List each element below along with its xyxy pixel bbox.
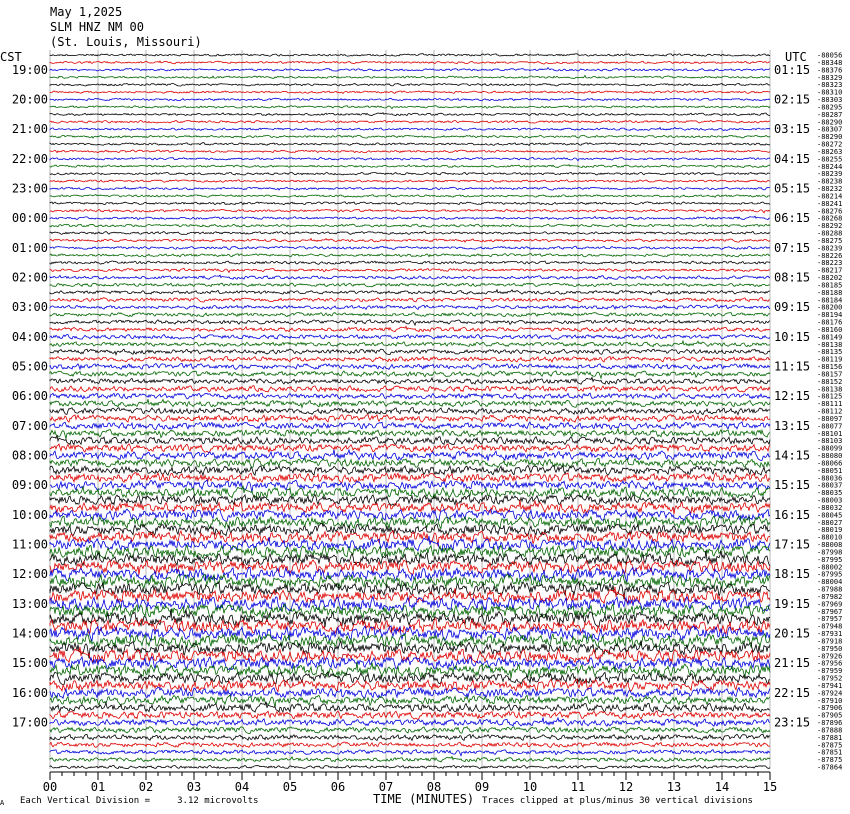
row-offset-label-14: -88255 bbox=[817, 155, 843, 164]
row-offset-label-2: -88376 bbox=[817, 66, 843, 75]
left-hour-label-18: 13:00 bbox=[11, 596, 48, 611]
trace-line-1 bbox=[50, 61, 770, 64]
right-hour-label-0: 01:15 bbox=[774, 62, 811, 77]
trace-line-10 bbox=[50, 127, 770, 130]
trace-line-89 bbox=[50, 711, 770, 719]
row-offset-label-19: -88214 bbox=[817, 192, 843, 201]
row-offset-label-82: -87956 bbox=[817, 659, 843, 668]
row-offset-label-39: -88138 bbox=[817, 340, 843, 349]
row-offset-label-53: -88099 bbox=[817, 444, 843, 453]
row-offset-label-22: -88268 bbox=[817, 214, 843, 223]
row-offset-label-75: -87967 bbox=[817, 607, 843, 616]
row-offset-label-60: -88003 bbox=[817, 496, 843, 505]
left-hour-label-7: 02:00 bbox=[11, 270, 48, 285]
x-tick-label-12: 12 bbox=[618, 780, 634, 794]
row-offset-label-66: -88008 bbox=[817, 541, 843, 549]
trace-line-45 bbox=[50, 386, 770, 392]
row-offset-label-35: -88194 bbox=[817, 311, 843, 320]
row-offset-label-16: -88239 bbox=[817, 170, 843, 179]
row-offset-label-59: -88035 bbox=[817, 489, 843, 498]
trace-line-46 bbox=[50, 393, 770, 399]
row-offset-label-69: -88002 bbox=[817, 563, 843, 572]
row-offset-label-65: -88010 bbox=[817, 533, 843, 542]
header-station: SLM HNZ NM 00 bbox=[50, 20, 144, 34]
row-offset-label-94: -87851 bbox=[817, 748, 843, 757]
left-hour-label-0: 19:00 bbox=[11, 62, 48, 77]
trace-line-74 bbox=[50, 597, 770, 611]
left-timezone-label: CST bbox=[0, 50, 22, 64]
trace-line-91 bbox=[50, 727, 770, 734]
right-hour-label-9: 10:15 bbox=[774, 329, 811, 344]
trace-line-22 bbox=[50, 216, 770, 220]
row-offset-label-3: -88329 bbox=[817, 73, 843, 82]
trace-line-71 bbox=[50, 574, 770, 588]
trace-line-25 bbox=[50, 239, 770, 243]
trace-line-51 bbox=[50, 429, 770, 439]
row-offset-label-90: -87896 bbox=[817, 719, 843, 727]
trace-line-69 bbox=[50, 560, 770, 575]
trace-line-79 bbox=[50, 634, 770, 648]
x-tick-label-15: 15 bbox=[762, 780, 778, 794]
row-offset-label-7: -88295 bbox=[817, 103, 843, 112]
trace-line-20 bbox=[50, 202, 770, 205]
row-offset-label-15: -88244 bbox=[817, 162, 843, 171]
trace-line-13 bbox=[50, 150, 770, 153]
right-hour-label-20: 21:15 bbox=[774, 656, 811, 671]
left-hour-label-16: 11:00 bbox=[11, 537, 48, 552]
row-offset-label-29: -88217 bbox=[817, 266, 843, 275]
x-tick-label-07: 07 bbox=[378, 780, 394, 794]
trace-line-42 bbox=[50, 363, 770, 369]
trace-line-50 bbox=[50, 422, 770, 430]
trace-line-5 bbox=[50, 91, 770, 94]
trace-line-49 bbox=[50, 415, 770, 423]
trace-line-96 bbox=[50, 765, 770, 768]
row-offset-label-6: -88303 bbox=[817, 96, 843, 104]
row-offset-label-11: -88290 bbox=[817, 133, 843, 142]
row-offset-label-77: -87948 bbox=[817, 622, 843, 631]
right-hour-label-5: 06:15 bbox=[774, 211, 811, 226]
row-offset-label-49: -88097 bbox=[817, 414, 843, 423]
right-hour-label-17: 18:15 bbox=[774, 567, 811, 582]
trace-line-26 bbox=[50, 246, 770, 249]
x-tick-label-13: 13 bbox=[666, 780, 682, 794]
trace-line-95 bbox=[50, 757, 770, 762]
left-hour-label-19: 14:00 bbox=[11, 626, 48, 641]
row-offset-label-10: -88307 bbox=[817, 125, 843, 134]
trace-line-44 bbox=[50, 377, 770, 384]
trace-line-94 bbox=[50, 750, 770, 756]
left-hour-label-22: 17:00 bbox=[11, 715, 48, 730]
trace-line-21 bbox=[50, 209, 770, 213]
left-hour-label-20: 15:00 bbox=[11, 656, 48, 671]
header-date: May 1,2025 bbox=[50, 5, 123, 19]
row-offset-label-44: -88152 bbox=[817, 377, 843, 386]
row-offset-label-36: -88176 bbox=[817, 318, 843, 327]
trace-line-84 bbox=[50, 672, 770, 685]
row-offset-label-86: -87924 bbox=[817, 689, 843, 698]
row-offset-label-81: -87926 bbox=[817, 652, 843, 661]
x-tick-label-09: 09 bbox=[474, 780, 490, 794]
right-hour-label-15: 16:15 bbox=[774, 507, 811, 522]
row-offset-label-91: -87888 bbox=[817, 726, 843, 735]
trace-line-6 bbox=[50, 98, 770, 101]
trace-line-4 bbox=[50, 83, 770, 86]
trace-line-92 bbox=[50, 734, 770, 740]
left-hour-label-13: 08:00 bbox=[11, 448, 48, 463]
row-offset-label-48: -88112 bbox=[817, 407, 843, 416]
right-timezone-label: UTC bbox=[785, 50, 807, 64]
row-offset-label-26: -88239 bbox=[817, 244, 843, 253]
left-hour-label-15: 10:00 bbox=[11, 507, 48, 522]
row-offset-label-34: -88200 bbox=[817, 303, 843, 312]
row-offset-label-37: -88160 bbox=[817, 325, 843, 334]
trace-line-36 bbox=[50, 320, 770, 326]
row-offset-label-17: -88238 bbox=[817, 177, 843, 186]
row-offset-label-41: -88119 bbox=[817, 355, 843, 364]
right-hour-label-6: 07:15 bbox=[774, 240, 811, 255]
row-offset-label-42: -88156 bbox=[817, 363, 843, 371]
row-offset-label-73: -87982 bbox=[817, 592, 843, 601]
trace-line-24 bbox=[50, 232, 770, 235]
right-hour-label-10: 11:15 bbox=[774, 359, 811, 374]
right-hour-label-7: 08:15 bbox=[774, 270, 811, 285]
x-axis bbox=[43, 772, 777, 794]
row-offset-label-89: -87905 bbox=[817, 711, 843, 720]
row-offset-label-54: -88080 bbox=[817, 452, 843, 460]
corner-mark: A bbox=[0, 799, 5, 807]
trace-line-55 bbox=[50, 458, 770, 467]
row-offset-label-85: -87941 bbox=[817, 681, 843, 690]
left-hour-label-1: 20:00 bbox=[11, 92, 48, 107]
x-tick-label-04: 04 bbox=[234, 780, 250, 794]
row-offset-label-1: -88348 bbox=[817, 58, 843, 67]
trace-line-9 bbox=[50, 121, 770, 124]
left-hour-label-11: 06:00 bbox=[11, 389, 48, 404]
x-tick-label-00: 00 bbox=[42, 780, 58, 794]
row-offset-label-56: -88051 bbox=[817, 466, 843, 475]
x-tick-label-08: 08 bbox=[426, 780, 442, 794]
row-offset-label-20: -88241 bbox=[817, 199, 843, 208]
row-offset-label-83: -87959 bbox=[817, 667, 843, 676]
right-hour-label-14: 15:15 bbox=[774, 478, 811, 493]
trace-line-68 bbox=[50, 550, 770, 566]
trace-line-39 bbox=[50, 341, 770, 347]
trace-line-18 bbox=[50, 187, 770, 190]
right-hour-label-18: 19:15 bbox=[774, 596, 811, 611]
row-offset-label-71: -88004 bbox=[817, 578, 843, 587]
trace-line-14 bbox=[50, 158, 770, 161]
row-offset-label-52: -88103 bbox=[817, 437, 843, 446]
row-offset-label-13: -88263 bbox=[817, 147, 843, 156]
trace-line-58 bbox=[50, 480, 770, 493]
trace-line-19 bbox=[50, 195, 770, 198]
left-hour-label-14: 09:00 bbox=[11, 478, 48, 493]
row-offset-label-28: -88223 bbox=[817, 259, 843, 268]
row-offset-label-50: -88077 bbox=[817, 422, 843, 431]
right-hour-label-16: 17:15 bbox=[774, 537, 811, 552]
row-offset-label-46: -88125 bbox=[817, 392, 843, 401]
trace-line-15 bbox=[50, 165, 770, 168]
scale-note: Each Vertical Division = 3.12 microvolts bbox=[20, 796, 259, 806]
row-offset-label-96: -87864 bbox=[817, 763, 843, 772]
x-tick-label-10: 10 bbox=[522, 780, 538, 794]
row-offset-label-51: -88101 bbox=[817, 429, 843, 438]
right-hour-label-4: 05:15 bbox=[774, 181, 811, 196]
x-tick-label-05: 05 bbox=[282, 780, 298, 794]
trace-group bbox=[50, 54, 770, 769]
left-hour-label-17: 12:00 bbox=[11, 567, 48, 582]
left-hour-label-5: 00:00 bbox=[11, 211, 48, 226]
row-offset-label-70: -87995 bbox=[817, 570, 843, 579]
right-hour-label-22: 23:15 bbox=[774, 715, 811, 730]
left-hour-label-4: 23:00 bbox=[11, 181, 48, 196]
row-offset-label-18: -88232 bbox=[817, 185, 843, 193]
trace-line-27 bbox=[50, 254, 770, 257]
row-offset-label-80: -87950 bbox=[817, 644, 843, 653]
trace-line-41 bbox=[50, 356, 770, 362]
left-hour-label-6: 01:00 bbox=[11, 240, 48, 255]
row-offset-label-95: -87875 bbox=[817, 756, 843, 765]
left-hour-label-2: 21:00 bbox=[11, 122, 48, 137]
clip-note: Traces clipped at plus/minus 30 vertical divisions bbox=[482, 796, 753, 806]
right-hour-label-11: 12:15 bbox=[774, 389, 811, 404]
left-hour-label-21: 16:00 bbox=[11, 685, 48, 700]
row-offset-label-55: -88066 bbox=[817, 459, 843, 468]
x-tick-label-06: 06 bbox=[330, 780, 346, 794]
right-hour-label-1: 02:15 bbox=[774, 92, 811, 107]
header-location: (St. Louis, Missouri) bbox=[50, 35, 202, 49]
trace-line-93 bbox=[50, 742, 770, 747]
trace-line-16 bbox=[50, 172, 770, 175]
row-offset-label-67: -87998 bbox=[817, 548, 843, 557]
trace-line-0 bbox=[50, 54, 770, 57]
row-offset-label-88: -87906 bbox=[817, 704, 843, 713]
trace-line-30 bbox=[50, 275, 770, 279]
row-offset-label-33: -88184 bbox=[817, 296, 843, 305]
right-hour-label-19: 20:15 bbox=[774, 626, 811, 641]
row-offset-label-74: -87969 bbox=[817, 600, 843, 609]
trace-line-12 bbox=[50, 143, 770, 146]
row-offset-label-62: -88045 bbox=[817, 511, 843, 520]
row-offset-label-45: -88138 bbox=[817, 385, 843, 394]
row-offset-label-63: -88027 bbox=[817, 518, 843, 527]
trace-line-23 bbox=[50, 224, 770, 227]
row-offset-label-72: -87988 bbox=[817, 585, 843, 594]
row-offset-label-32: -88188 bbox=[817, 288, 843, 297]
trace-line-60 bbox=[50, 495, 770, 506]
row-offset-label-76: -87957 bbox=[817, 615, 843, 624]
x-tick-label-11: 11 bbox=[570, 780, 586, 794]
row-offset-label-5: -88310 bbox=[817, 88, 843, 97]
row-offset-label-9: -88290 bbox=[817, 118, 843, 127]
row-offset-label-21: -88276 bbox=[817, 207, 843, 216]
x-tick-label-14: 14 bbox=[714, 780, 730, 794]
left-hour-label-8: 03:00 bbox=[11, 300, 48, 315]
row-offset-label-78: -87931 bbox=[817, 630, 843, 638]
row-offset-label-61: -88032 bbox=[817, 503, 843, 512]
row-offset-label-23: -88292 bbox=[817, 222, 843, 231]
trace-line-34 bbox=[50, 305, 770, 309]
row-offset-label-87: -87910 bbox=[817, 696, 843, 705]
trace-line-52 bbox=[50, 435, 770, 445]
x-tick-label-03: 03 bbox=[186, 780, 202, 794]
trace-line-7 bbox=[50, 106, 770, 109]
trace-line-54 bbox=[50, 450, 770, 461]
row-offset-label-57: -88036 bbox=[817, 474, 843, 483]
trace-line-8 bbox=[50, 113, 770, 116]
x-tick-label-01: 01 bbox=[90, 780, 106, 794]
row-offset-label-47: -88111 bbox=[817, 400, 843, 409]
trace-line-48 bbox=[50, 408, 770, 415]
trace-line-11 bbox=[50, 135, 770, 138]
trace-line-33 bbox=[50, 298, 770, 302]
row-offset-label-79: -87918 bbox=[817, 637, 843, 646]
trace-line-57 bbox=[50, 473, 770, 483]
trace-line-37 bbox=[50, 326, 770, 331]
trace-line-32 bbox=[50, 290, 770, 295]
row-offset-label-38: -88149 bbox=[817, 333, 843, 342]
left-hour-label-10: 05:00 bbox=[11, 359, 48, 374]
row-offset-label-0: -88056 bbox=[817, 51, 843, 60]
trace-line-17 bbox=[50, 180, 770, 183]
row-offset-label-4: -88323 bbox=[817, 81, 843, 90]
right-hour-label-21: 22:15 bbox=[774, 685, 811, 700]
trace-line-90 bbox=[50, 718, 770, 727]
row-offset-label-30: -88202 bbox=[817, 274, 843, 282]
left-hour-label-3: 22:00 bbox=[11, 151, 48, 166]
trace-line-3 bbox=[50, 75, 770, 78]
row-offset-label-31: -88185 bbox=[817, 281, 843, 290]
row-offset-label-27: -88226 bbox=[817, 251, 843, 260]
trace-line-28 bbox=[50, 261, 770, 264]
trace-line-40 bbox=[50, 349, 770, 355]
trace-line-38 bbox=[50, 335, 770, 340]
left-hour-label-12: 07:00 bbox=[11, 418, 48, 433]
row-offset-label-40: -88135 bbox=[817, 348, 843, 357]
trace-line-47 bbox=[50, 399, 770, 407]
trace-line-43 bbox=[50, 371, 770, 378]
row-offset-label-93: -87875 bbox=[817, 741, 843, 750]
row-offset-label-12: -88272 bbox=[817, 140, 843, 149]
row-offset-label-92: -87881 bbox=[817, 733, 843, 742]
right-hour-label-12: 13:15 bbox=[774, 418, 811, 433]
row-offset-label-8: -88287 bbox=[817, 110, 843, 119]
trace-line-2 bbox=[50, 68, 770, 71]
right-hour-label-3: 04:15 bbox=[774, 151, 811, 166]
row-offset-label-68: -87995 bbox=[817, 555, 843, 564]
right-hour-label-8: 09:15 bbox=[774, 300, 811, 315]
trace-line-31 bbox=[50, 283, 770, 287]
right-hour-label-13: 14:15 bbox=[774, 448, 811, 463]
trace-line-29 bbox=[50, 268, 770, 272]
row-offset-label-25: -88275 bbox=[817, 236, 843, 245]
x-tick-label-02: 02 bbox=[138, 780, 154, 794]
right-hour-label-2: 03:15 bbox=[774, 122, 811, 137]
x-axis-label: TIME (MINUTES) bbox=[373, 792, 475, 806]
row-offset-label-58: -88037 bbox=[817, 481, 843, 490]
trace-line-88 bbox=[50, 702, 770, 713]
row-offset-label-43: -88157 bbox=[817, 370, 843, 379]
trace-line-64 bbox=[50, 523, 770, 535]
row-offset-label-64: -88019 bbox=[817, 526, 843, 535]
row-offset-label-84: -87952 bbox=[817, 674, 843, 683]
row-offset-label-24: -88288 bbox=[817, 229, 843, 238]
left-hour-label-9: 04:00 bbox=[11, 329, 48, 344]
trace-line-35 bbox=[50, 312, 770, 316]
